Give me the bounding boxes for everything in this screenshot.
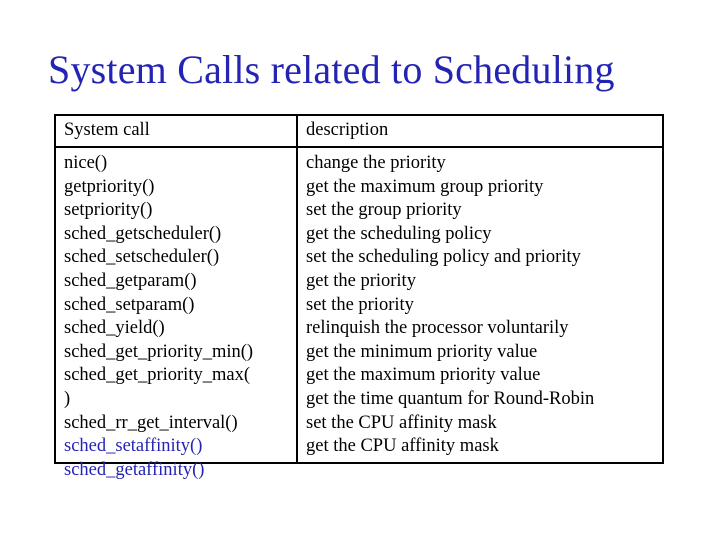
header-system-call: System call <box>64 120 150 140</box>
description-item: get the maximum group priority <box>306 176 544 197</box>
header-description: description <box>306 120 389 140</box>
system-call-item: sched_yield() <box>64 318 165 339</box>
system-call-column <box>64 152 253 482</box>
header-divider <box>56 146 662 148</box>
description-item: relinquish the processor voluntarily <box>306 318 569 339</box>
system-call-item: sched_setscheduler() <box>64 247 220 268</box>
description-item: set the scheduling policy and priority <box>306 247 581 268</box>
system-call-item: getpriority() <box>64 176 155 197</box>
syscall-table <box>54 114 664 480</box>
system-call-item: sched_getscheduler() <box>64 223 222 244</box>
system-call-item: ) <box>64 388 71 409</box>
slide-title: System Calls related to Scheduling <box>48 47 615 92</box>
description-column <box>306 152 594 459</box>
system-call-item: sched_get_priority_max( <box>64 365 250 386</box>
system-call-item-highlighted: sched_getaffinity() <box>64 459 205 480</box>
description-item: set the priority <box>306 294 414 315</box>
system-call-item: sched_getparam() <box>64 270 197 291</box>
description-item: get the time quantum for Round-Robin <box>306 388 595 409</box>
description-item: get the scheduling policy <box>306 223 492 244</box>
column-divider <box>296 116 298 462</box>
system-call-item: nice() <box>64 153 108 173</box>
description-item: change the priority <box>306 153 446 173</box>
description-item: set the group priority <box>306 200 462 221</box>
description-item: get the CPU affinity mask <box>306 436 499 457</box>
system-call-item: setpriority() <box>64 200 153 221</box>
description-item: get the minimum priority value <box>306 341 538 362</box>
system-call-item: sched_get_priority_min() <box>64 341 254 362</box>
description-item: set the CPU affinity mask <box>306 412 497 433</box>
description-item: get the priority <box>306 270 416 291</box>
description-item: get the maximum priority value <box>306 365 541 386</box>
system-call-item-highlighted: sched_setaffinity() <box>64 436 203 457</box>
system-call-item: sched_setparam() <box>64 294 195 315</box>
system-call-item: sched_rr_get_interval() <box>64 412 238 433</box>
